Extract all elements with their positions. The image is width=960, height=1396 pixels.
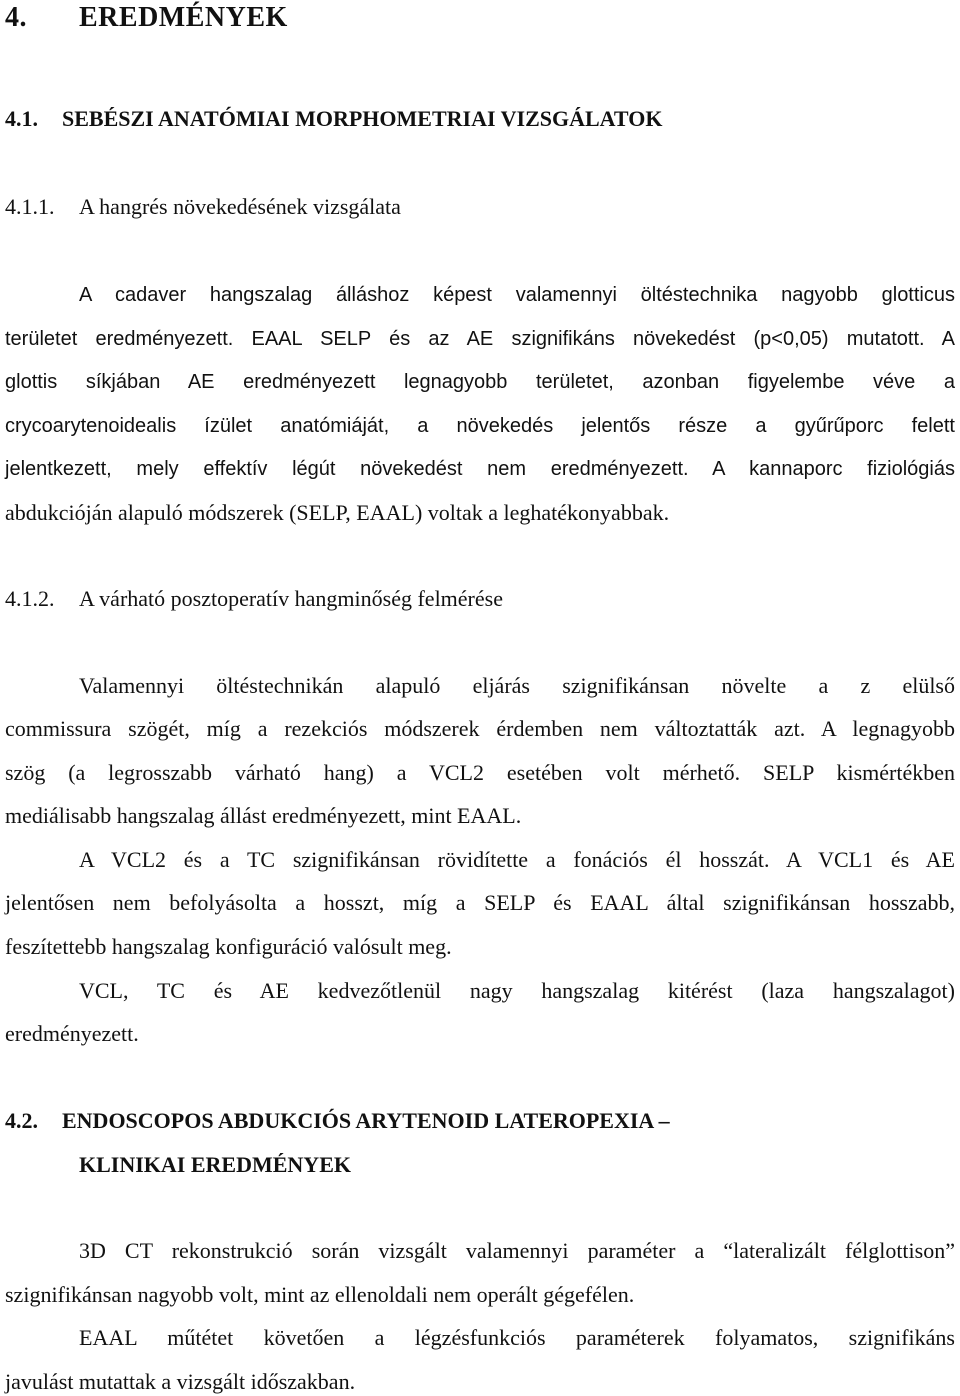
section-title: SEBÉSZI ANATÓMIAI MORPHOMETRIAI VIZSGÁLATOK — [62, 106, 663, 131]
section-title-line1: ENDOSCOPOS ABDUKCIÓS ARYTENOID LATEROPEXIA – — [62, 1108, 670, 1133]
section-heading-4-2 — [5, 1108, 670, 1134]
paragraph-line: Valamennyi öltéstechnikán alapuló eljárás szignifikánsan növelte a z elülső — [79, 673, 955, 698]
paragraph-line: szignifikánsan nagyobb volt, mint az ellenoldali nem operált gégefélen. — [5, 1282, 635, 1307]
subsection-title: A várható posztoperatív hangminőség felmérése — [79, 586, 503, 611]
chapter-heading — [5, 2, 288, 34]
section-title-line2: KLINIKAI EREDMÉNYEK — [79, 1152, 351, 1177]
paragraph-line: jelentősen nem befolyásolta a hosszt, míg a SELP és EAAL által szignifikánsan hosszabb, — [5, 890, 955, 915]
paragraph-line: crycoarytenoidealis ízület anatómiáját, a növekedés jelentős része a gyűrűporc felett — [5, 415, 955, 437]
paragraph-line: EAAL műtétet követően a légzésfunkciós paraméterek folyamatos, szignifikáns — [79, 1325, 955, 1350]
section-number: 4.2. — [5, 1108, 38, 1133]
subsection-number: 4.1.1. — [5, 194, 55, 219]
paragraph-line: területet eredményezett. EAAL SELP és az AE szignifikáns növekedést (p<0,05) mutatott. A — [5, 328, 955, 350]
paragraph-line: feszítettebb hangszalag konfiguráció valósult meg. — [5, 934, 452, 959]
paragraph-line: abdukcióján alapuló módszerek (SELP, EAAL) voltak a leghatékonyabbak. — [5, 500, 670, 525]
subsection-heading-4-1-1 — [5, 194, 401, 220]
paragraph-line: VCL, TC és AE kedvezőtlenül nagy hangszalag kitérést (laza hangszalagot) — [79, 978, 955, 1003]
paragraph-line: eredményezett. — [5, 1021, 139, 1046]
paragraph-line: 3D CT rekonstrukció során vizsgált valamennyi paraméter a “lateralizált félglottison” — [79, 1238, 955, 1263]
paragraph-line: javulást mutattak a vizsgált időszakban. — [5, 1369, 356, 1394]
subsection-title: A hangrés növekedésének vizsgálata — [79, 194, 401, 219]
section-heading-4-1 — [5, 106, 662, 132]
paragraph-line: szög (a legrosszabb várható hang) a VCL2 esetében volt mérhető. SELP kismértékben — [5, 760, 955, 785]
paragraph-line: mediálisabb hangszalag állást eredményezett, mint EAAL. — [5, 803, 522, 828]
section-number: 4.1. — [5, 106, 38, 131]
paragraph-line: commissura szögét, míg a rezekciós módszerek érdemben nem változtatták azt. A legnagyobb — [5, 716, 955, 741]
paragraph-line: jelentkezett, mely effektív légút növekedést nem eredményezett. A kannaporc fiziológiás — [5, 458, 955, 480]
chapter-number: 4. — [5, 2, 27, 33]
chapter-title: EREDMÉNYEK — [79, 2, 288, 33]
subsection-number: 4.1.2. — [5, 586, 55, 611]
paragraph-line: A cadaver hangszalag álláshoz képest valamennyi öltéstechnika nagyobb glotticus — [79, 284, 955, 306]
paragraph-line: glottis síkjában AE eredményezett legnagyobb területet, azonban figyelembe véve a — [5, 371, 955, 393]
subsection-heading-4-1-2 — [5, 586, 503, 612]
paragraph-line: A VCL2 és a TC szignifikánsan rövidítette a fonációs él hosszát. A VCL1 és AE — [79, 847, 955, 872]
